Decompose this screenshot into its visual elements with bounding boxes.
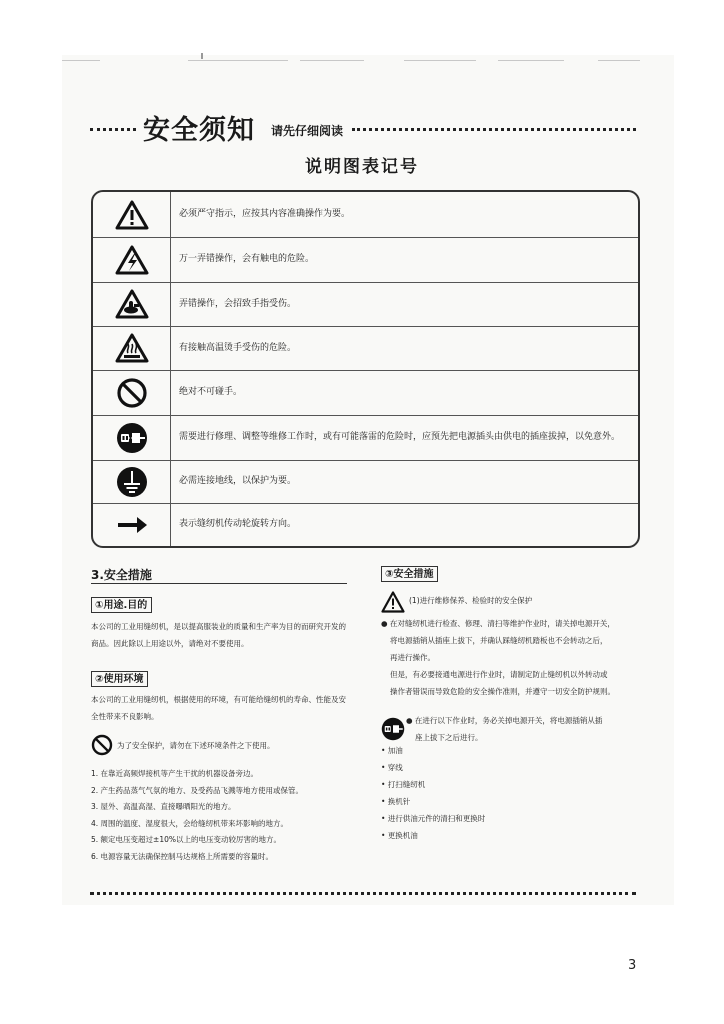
symbol-description: 有接触高温烫手受伤的危险。 [179,342,297,353]
environment-list [91,766,353,865]
arrow-right-icon [93,503,171,546]
symbol-description: 绝对不可碰手。 [179,387,243,397]
prohibited-icon [93,370,171,415]
unplug-icon [381,717,405,745]
list-item: • 换机针 [381,797,411,806]
text-line: ● 在对缝纫机进行检查、修理、清扫等维护作业时，请关掉电源开关， [381,619,615,628]
symbol-description: 表示缝纫机传动轮旋转方向。 [179,519,297,529]
prohibit-note: 为了安全保护，请勿在下述环境条件之下使用。 [117,741,275,750]
task-list [381,742,485,844]
symbol-description: 必需连接地线，以保护为要。 [179,476,297,486]
list-item: 3. 屋外、高温高湿、直接曝晒阳光的地方。 [91,802,236,811]
symbol-heading: 说明图表记号 [305,157,419,177]
dotted-rule [352,128,636,131]
scan-edge-line [404,60,476,61]
unplug-text [406,712,646,746]
list-item: • 打扫缝纫机 [381,780,426,789]
symbol-description: 弄错操作，会招致手指受伤。 [179,298,297,309]
list-item: 4. 周围的温度、湿度很大，会给缝纫机带来坏影响的地方。 [91,818,289,828]
measures-label: ③安全措施 [381,566,438,582]
scan-edge-line [598,60,640,61]
scan-edge-line [62,60,100,61]
dotted-rule [90,892,636,895]
page-number: 3 [628,958,637,973]
list-item: • 更换机油 [381,831,418,840]
symbol-row [93,503,638,546]
list-item: • 加油 [381,746,403,755]
unplug-icon [93,415,171,460]
scan-edge-line [300,60,364,61]
purpose-label: ①用途.目的 [91,597,152,613]
text-line: ● 在进行以下作业时，务必关掉电源开关，将电源插销从插 [406,716,603,725]
scan-edge-line [188,60,288,61]
symbol-table [91,190,640,548]
section-underline [91,583,347,584]
symbol-row [93,370,638,416]
symbol-description: 万一弄错操作，会有触电的危险。 [179,254,315,264]
symbol-row [93,192,638,238]
symbol-description: 需要进行修理、调整等维修工作时，或有可能落雷的危险时，应预先把电源插头由供电的插座拔掉，以免意外。 [179,432,621,442]
page-subtitle: 请先仔细阅读 [271,124,344,138]
symbol-description: 必须严守指示，应按其内容准确操作为要。 [179,209,351,219]
hot-surface-icon [93,326,171,370]
scan-mark [201,53,203,59]
scan-edge-line [498,60,564,61]
list-item: 6. 电源容量无法确保控制马达规格上所需要的容量时。 [91,851,274,861]
symbol-row [93,415,638,461]
text-line: 再进行操作。 [390,653,435,662]
section-title: 3.安全措施 [91,568,152,582]
symbol-row [93,237,638,283]
text-line: 但是，有必要接通电源进行作业时，请制定防止缝纫机以外转动或 [390,670,608,679]
list-item: 5. 额定电压变超过±10%以上的电压变动较厉害的地方。 [91,835,281,844]
text-line: 操作者错误而导致危险的安全操作准则，并遵守一切安全防护规则。 [390,687,615,696]
page-title: 安全须知 [143,115,255,146]
ground-icon [93,460,171,503]
prohibited-icon [91,734,113,760]
purpose-text: 本公司的工业用缝纫机，是以提高服装业的质量和生产率为目的而研究开发的商品。因此除以上用途以外，请绝对不要使用。 [91,622,346,648]
symbol-row [93,460,638,504]
environment-label: ②使用环境 [91,671,148,687]
maintenance-text [381,615,643,700]
hand-injury-icon [93,282,171,326]
symbol-row [93,326,638,371]
warning-triangle-icon [381,591,405,617]
electric-shock-icon [93,237,171,282]
text-line: 将电源插销从插座上拔下，并确认踩缝纫机踏板也不会转动之后， [390,636,608,645]
dotted-rule [90,128,136,131]
maintenance-title: (1)进行维修保养、检验时的安全保护 [409,596,533,605]
text-line: 座上拔下之后进行。 [415,733,483,742]
environment-text: 本公司的工业用缝纫机，根据使用的环境，有可能给缝纫机的寿命、性能及安全性带来不良影响。 [91,695,346,721]
list-item: 2. 产生药品蒸气气氛的地方、及受药品飞溅等地方使用或保管。 [91,785,304,795]
list-item: • 进行供油元件的清扫和更换时 [381,814,486,823]
warning-triangle-icon [93,192,171,237]
list-item: • 穿线 [381,763,403,772]
list-item: 1. 在靠近高频焊接机等产生干扰的机器设备旁边。 [91,769,259,778]
symbol-row [93,282,638,327]
